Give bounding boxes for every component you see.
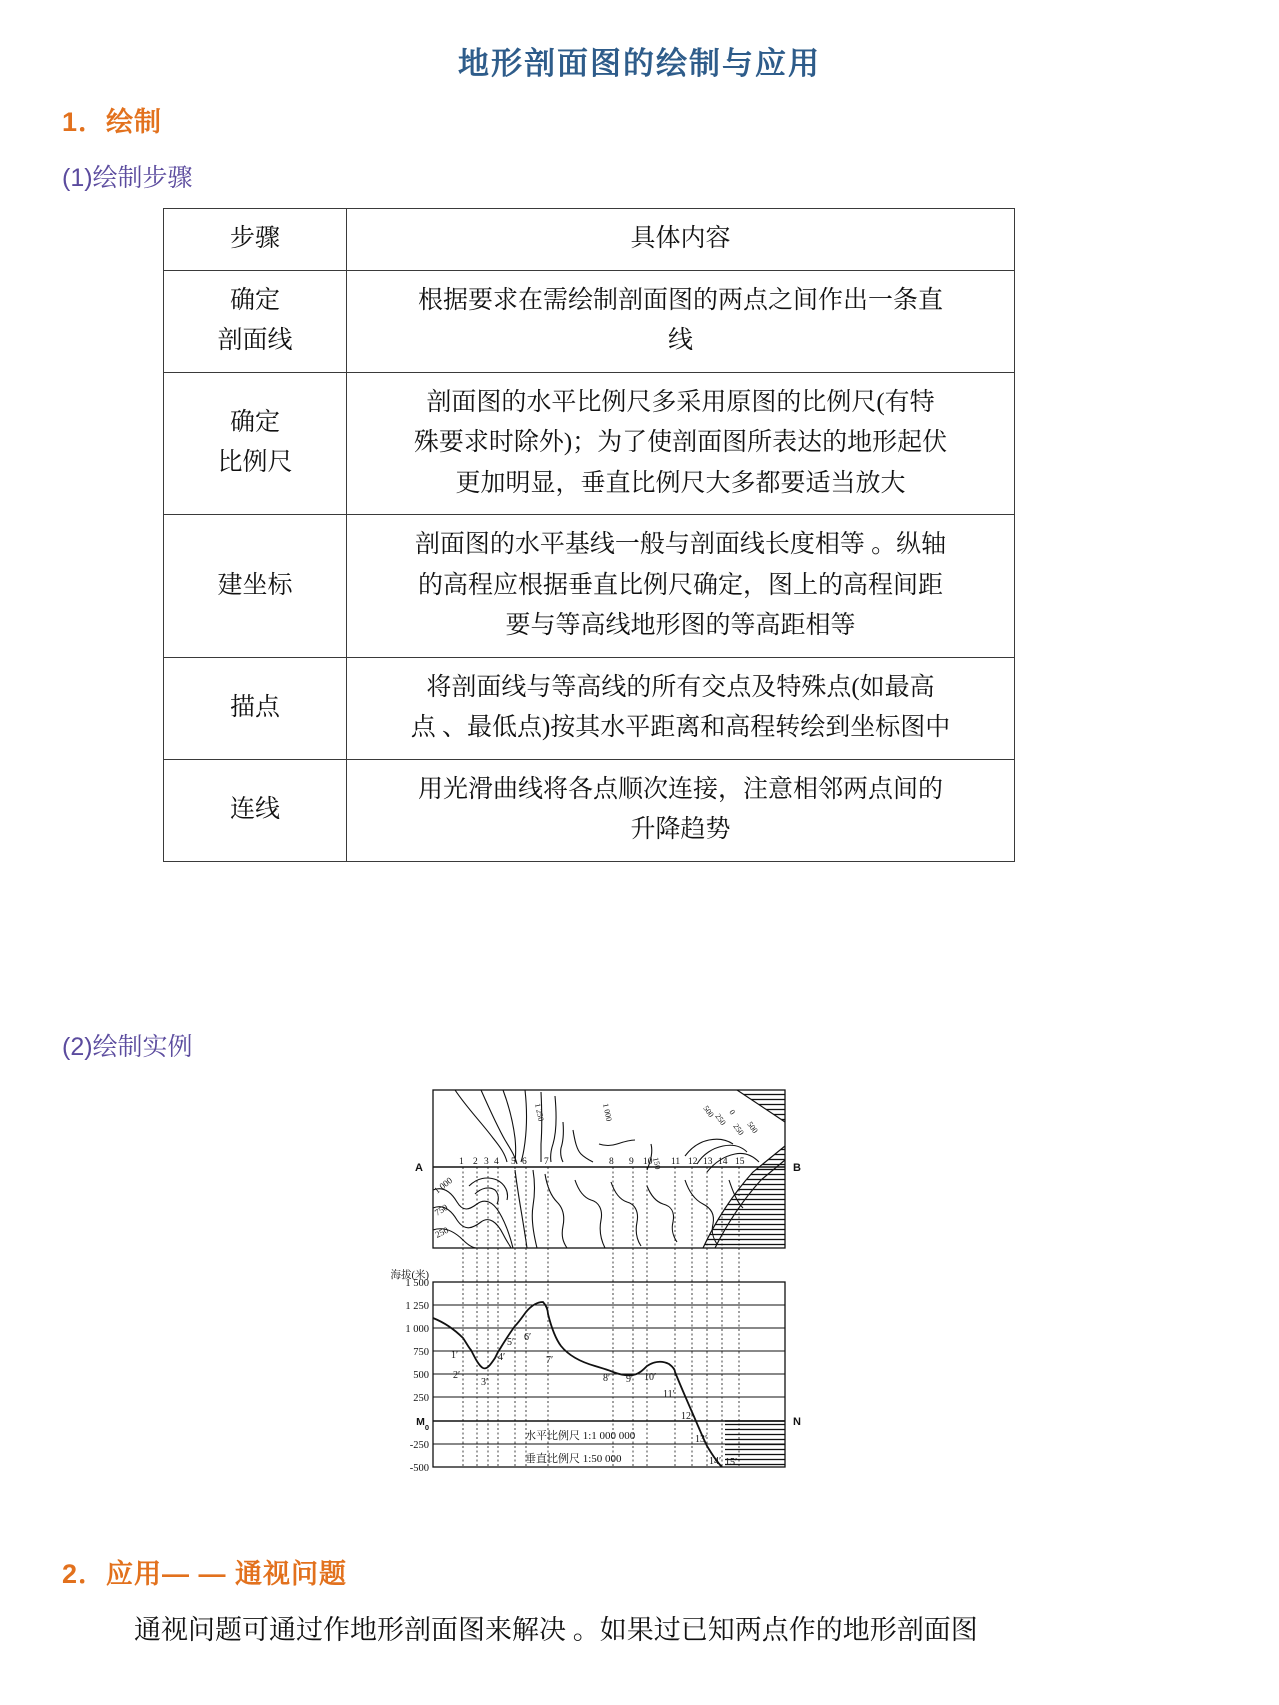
table-header-step: 步骤 xyxy=(164,209,347,271)
detail-line: 剖面图的水平基线一般与剖面线长度相等 。纵轴 xyxy=(414,531,947,558)
contour-label: 1 000 xyxy=(601,1102,614,1123)
contour-label: 750 xyxy=(432,1202,450,1218)
profile-point-label: 3′ xyxy=(481,1377,489,1388)
profile-point-label: 9′ xyxy=(626,1374,634,1385)
detail-line: 升降趋势 xyxy=(630,816,731,843)
detail-line: 殊要求时除外)；为了使剖面图所表达的地形起伏 xyxy=(413,429,948,456)
profile-y-ticks xyxy=(405,1278,429,1472)
table-row xyxy=(164,657,1015,759)
y-tick-label: 1 000 xyxy=(405,1324,429,1335)
y-tick-label: 250 xyxy=(413,1393,429,1404)
step-line: 建坐标 xyxy=(217,571,293,599)
map-point-label: 9 xyxy=(629,1157,634,1167)
map-point-label: 6 xyxy=(522,1157,527,1167)
section-heading-1: 1．绘制 xyxy=(62,107,163,137)
contour-label: 250 xyxy=(713,1111,728,1127)
subsection-heading-1: (1)绘制步骤 xyxy=(62,164,193,192)
y-tick-label: 750 xyxy=(413,1347,429,1358)
y-tick-label: 1 250 xyxy=(405,1301,429,1312)
application-paragraph: 通视问题可通过作地形剖面图来解决 。如果过已知两点作的地形剖面图 xyxy=(134,1615,978,1645)
step-detail-cell xyxy=(347,657,1015,759)
step-name-cell xyxy=(164,515,347,658)
profile-point-label: 13′ xyxy=(695,1434,708,1445)
detail-line: 要与等高线地形图的等高距相等 xyxy=(505,612,856,639)
profile-point-label: 8′ xyxy=(603,1373,611,1384)
step-line: 剖面线 xyxy=(217,327,293,354)
subsection-heading-2: (2)绘制实例 xyxy=(62,1033,193,1061)
horizontal-scale-label: 水平比例尺 1:1 000 000 xyxy=(525,1430,636,1442)
detail-line: 根据要求在需绘制剖面图的两点之间作出一条直 xyxy=(417,286,943,314)
step-name-cell xyxy=(164,657,347,759)
table-row xyxy=(164,372,1015,515)
step-line: 连线 xyxy=(229,795,280,823)
detail-line: 点 、最低点)按其水平距离和高程转绘到坐标图中 xyxy=(410,714,951,741)
step-line: 确定 xyxy=(229,286,280,314)
vertical-scale-label: 垂直比例尺 1:50 000 xyxy=(525,1453,622,1465)
contour-label: 250 xyxy=(731,1121,746,1137)
profile-point-label: 10′ xyxy=(644,1372,657,1383)
table-row xyxy=(164,515,1015,658)
step-line: 比例尺 xyxy=(217,449,293,477)
step-line: 描点 xyxy=(229,693,280,721)
contour-label: 1 250 xyxy=(533,1102,546,1123)
map-point-label: 7 xyxy=(544,1157,549,1167)
map-point-label: 10 xyxy=(643,1157,653,1167)
map-point-label: 2 xyxy=(473,1157,478,1167)
step-detail-cell xyxy=(347,372,1015,515)
profile-point-label: 15′ xyxy=(725,1457,738,1468)
profile-point-labels xyxy=(451,1332,737,1468)
map-point-label: 14 xyxy=(718,1157,728,1167)
map-point-label: 8 xyxy=(609,1157,614,1167)
map-point-label: 15 xyxy=(735,1157,745,1167)
contour-label: 500 xyxy=(745,1119,760,1135)
detail-line: 线 xyxy=(667,327,693,354)
figure-svg xyxy=(385,1082,805,1472)
contour-label: 500 xyxy=(701,1103,716,1119)
step-detail-cell xyxy=(347,759,1015,861)
y-tick-label: 1 500 xyxy=(405,1278,429,1289)
map-point-label: 3 xyxy=(484,1157,489,1167)
map-point-label: 1 xyxy=(459,1157,464,1167)
table-header-detail: 具体内容 xyxy=(347,209,1015,271)
map-point-label: 11 xyxy=(671,1157,681,1167)
page-title: 地形剖面图的绘制与应用 xyxy=(458,46,821,81)
detail-line: 更加明显，垂直比例尺大多都要适当放大 xyxy=(455,469,906,497)
profile-point-label: 5′ xyxy=(507,1337,515,1348)
profile-point-label: 7′ xyxy=(546,1355,554,1366)
contour-label: 250 xyxy=(433,1224,451,1240)
detail-line: 的高程应根据垂直比例尺确定，图上的高程间距 xyxy=(417,571,943,599)
profile-point-label: 11′ xyxy=(663,1389,675,1400)
contour-map xyxy=(415,1090,801,1248)
steps-table xyxy=(163,208,1015,862)
step-detail-cell xyxy=(347,270,1015,372)
step-name-cell xyxy=(164,759,347,861)
contour-label: 0 xyxy=(727,1107,738,1117)
map-point-label: 4 xyxy=(494,1157,499,1167)
contour-label: 1 000 xyxy=(432,1175,455,1196)
profile-point-label: 2′ xyxy=(453,1370,461,1381)
profile-figure xyxy=(385,1082,805,1472)
map-point-label: 5 xyxy=(511,1157,516,1167)
table-row xyxy=(164,270,1015,372)
map-endpoint-a: A xyxy=(415,1162,423,1174)
section-heading-2: 2．应用— — 通视问题 xyxy=(62,1559,348,1589)
y-tick-label: 500 xyxy=(413,1370,429,1381)
detail-line: 剖面图的水平比例尺多采用原图的比例尺(有特 xyxy=(426,388,935,416)
table-row xyxy=(164,759,1015,861)
map-endpoint-b: B xyxy=(793,1162,801,1174)
step-name-cell xyxy=(164,372,347,515)
detail-line: 将剖面线与等高线的所有交点及特殊点(如最高 xyxy=(426,673,935,701)
y-tick-label: -500 xyxy=(409,1463,429,1472)
profile-y-axis-title: 海拔(米) xyxy=(390,1270,429,1281)
profile-point-label: 12′ xyxy=(681,1411,694,1422)
profile-point-label: 1′ xyxy=(451,1350,459,1361)
profile-point-label: 4′ xyxy=(498,1352,506,1363)
profile-chart xyxy=(391,1268,802,1472)
step-name-cell xyxy=(164,270,347,372)
terrain-profile-curve xyxy=(433,1302,722,1467)
contour-label: 150 xyxy=(651,1156,663,1171)
step-detail-cell xyxy=(347,515,1015,658)
y-tick-label-baseline: $M_0$ xyxy=(416,1416,429,1432)
map-point-label: 12 xyxy=(688,1157,698,1167)
profile-point-label: 14′ xyxy=(709,1456,722,1467)
table-header-row xyxy=(164,209,1015,271)
step-line: 确定 xyxy=(229,408,280,436)
profile-point-label: 6′ xyxy=(524,1332,532,1343)
detail-line: 用光滑曲线将各点顺次连接，注意相邻两点间的 xyxy=(417,775,943,803)
profile-endpoint-n: N xyxy=(793,1416,801,1428)
map-point-label: 13 xyxy=(703,1157,713,1167)
y-tick-label: -250 xyxy=(409,1440,429,1451)
